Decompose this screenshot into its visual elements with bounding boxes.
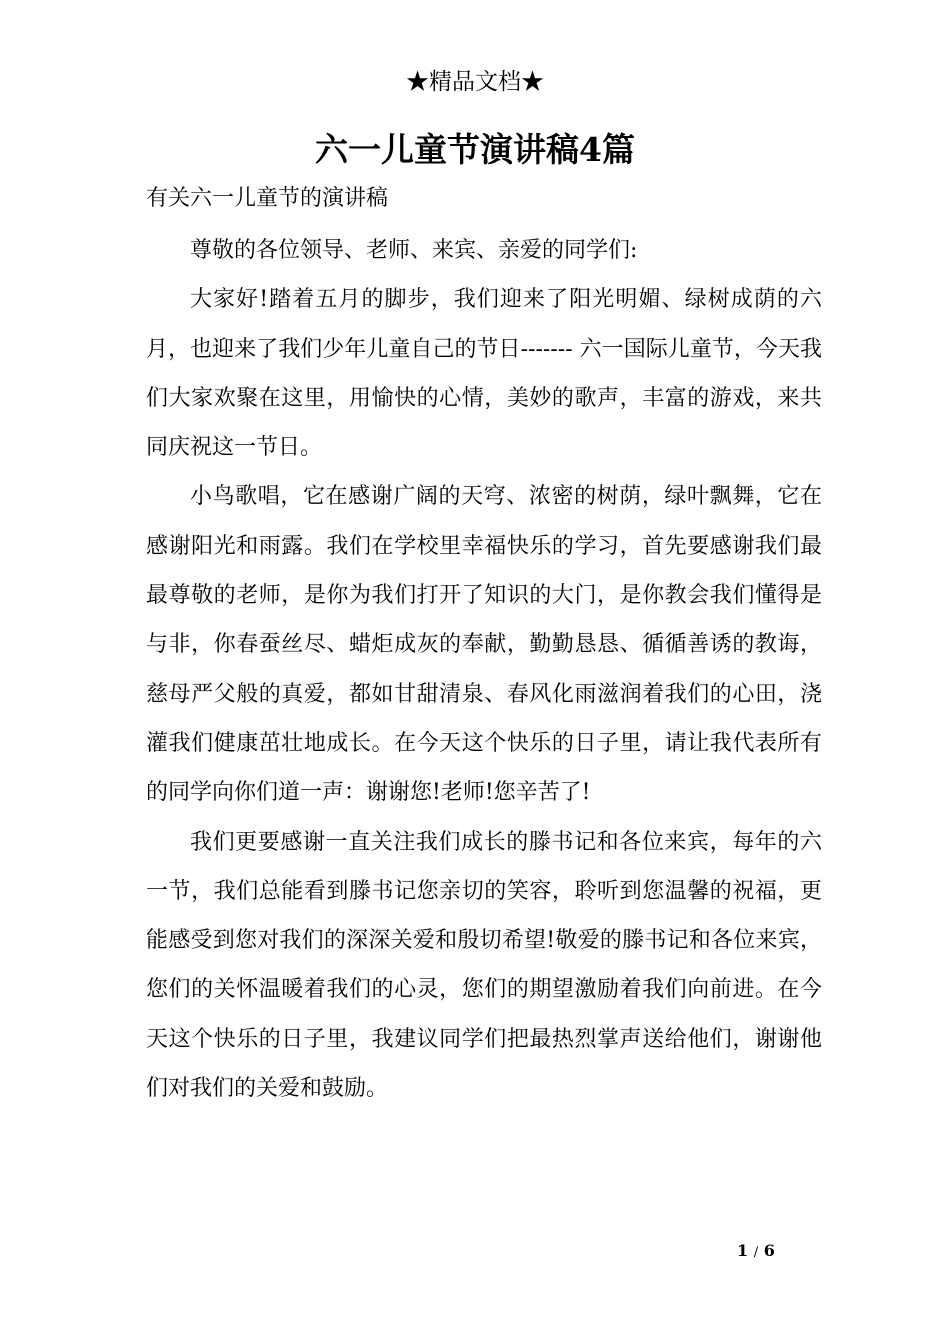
paragraph-greeting: 大家好!踏着五月的脚步，我们迎来了阳光明媚、绿树成荫的六月，也迎来了我们少年儿童自己的节日------- 六一国际儿童节，今天我们大家欢聚在这里，用愉快的心情，美妙的歌声，丰富的游戏，来共同庆祝这一节日。: [146, 287, 822, 461]
document-body: [146, 226, 822, 1113]
header-mark: ★精品文档★: [406, 69, 544, 95]
page-total: 6: [763, 1241, 775, 1260]
paragraph-salutation: 尊敬的各位领导、老师、来宾、亲爱的同学们:: [190, 238, 638, 263]
document-title: 六一儿童节演讲稿4篇: [315, 130, 635, 169]
page-current: 1: [737, 1241, 749, 1260]
page-separator: /: [753, 1245, 759, 1260]
page-number: [737, 1241, 775, 1263]
paragraph-thanks-teachers: 小鸟歌唱，它在感谢广阔的天穹、浓密的树荫，绿叶飘舞，它在感谢阳光和雨露。我们在学校里幸福快乐的学习，首先要感谢我们最最尊敬的老师，是你为我们打开了知识的大门，是你教会我们懂得是与非，你春蚕丝尽、蜡炬成灰的奉献，勤勤恳恳、循循善诱的教诲，慈母严父般的真爱，都如甘甜清泉、春风化雨滋润着我们的心田，浇灌我们健康茁壮地成长。在今天这个快乐的日子里，请让我代表所有的同学向你们道一声：谢谢您!老师!您辛苦了!: [146, 484, 822, 806]
document-subtitle: 有关六一儿童节的演讲稿: [146, 186, 389, 211]
paragraph-thanks-guests: 我们更要感谢一直关注我们成长的滕书记和各位来宾，每年的六一节，我们总能看到滕书记您亲切的笑容，聆听到您温馨的祝福，更能感受到您对我们的深深关爱和殷切希望!敬爱的滕书记和各位来宾，您们的关怀温暖着我们的心灵，您们的期望激励着我们向前进。在今天这个快乐的日子里，我建议同学们把最热烈掌声送给他们，谢谢他们对我们的关爱和鼓励。: [146, 829, 822, 1102]
